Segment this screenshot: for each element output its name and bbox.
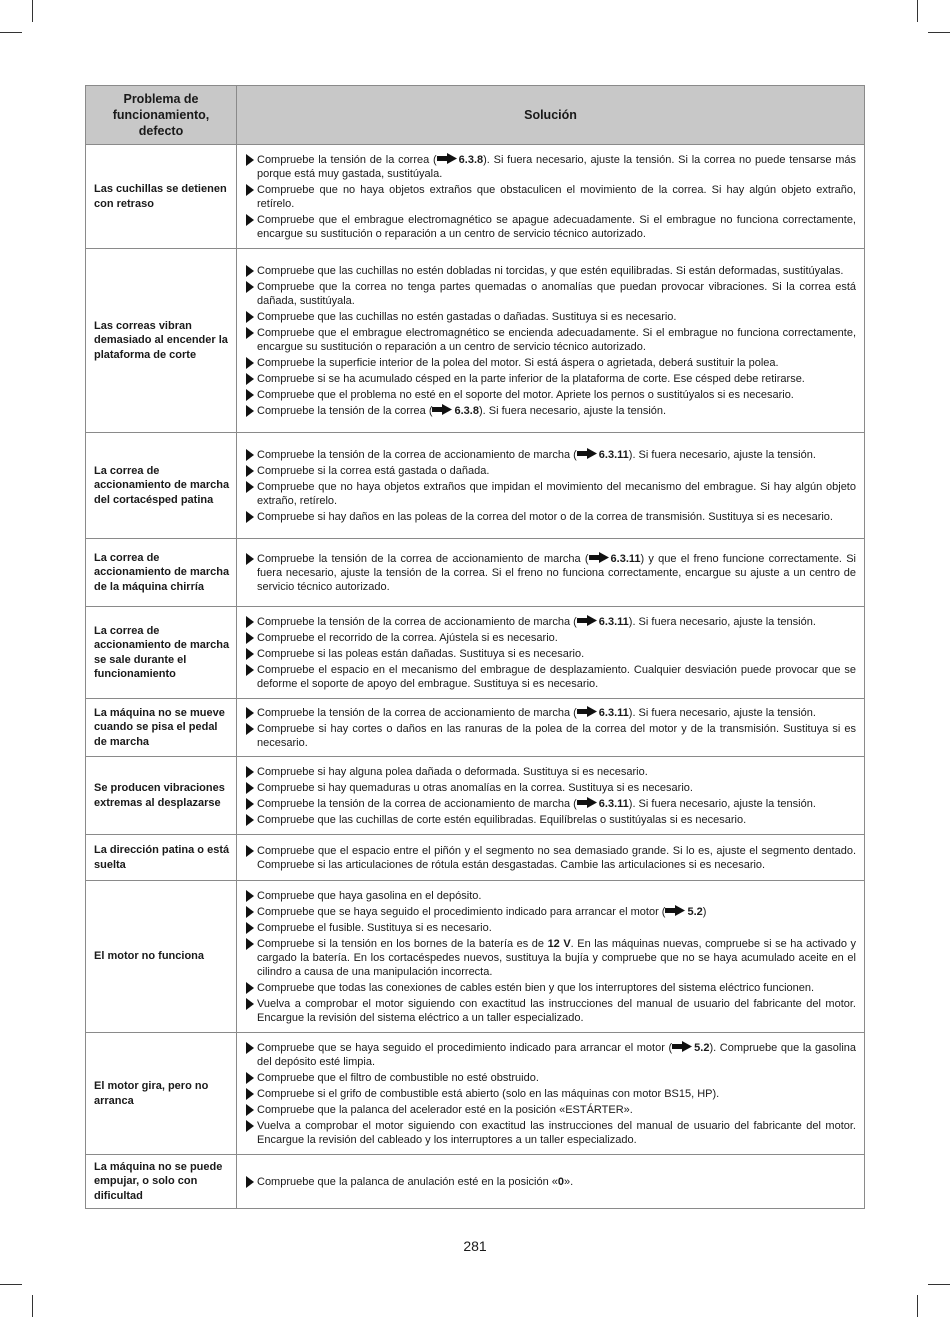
solution-item: [243, 464, 856, 478]
solution-list: [243, 153, 856, 242]
solution-list: [243, 844, 856, 872]
solution-text: Compruebe la tensión de la correa (: [257, 405, 433, 418]
bullet-triangle-icon: [246, 998, 254, 1010]
table-row: [86, 433, 865, 539]
solution-item: [243, 663, 856, 691]
solution-item: [243, 372, 856, 386]
solution-text: Compruebe si hay cortes o daños en las ranuras de la polea de la correa del motor y de la transmisión. Sustituya si es necesario.: [257, 722, 856, 749]
solution-text: Compruebe que se haya seguido el procedimiento indicado para arrancar el motor (: [257, 1041, 673, 1054]
table-header-row: [86, 86, 865, 145]
bullet-triangle-icon: [246, 845, 254, 857]
solution-list: [243, 448, 856, 524]
crop-mark: [32, 0, 33, 22]
solution-text: Compruebe la tensión de la correa (: [257, 153, 437, 166]
solution-cell: [237, 881, 865, 1033]
solution-item: [243, 1041, 856, 1069]
solution-item: [243, 921, 856, 935]
solution-item: [243, 480, 856, 508]
solution-item: [243, 404, 856, 418]
crop-mark: [917, 0, 918, 22]
solution-item: [243, 510, 856, 524]
solution-item: [243, 310, 856, 324]
section-reference-number: 6.3.11: [598, 797, 629, 810]
solution-text: Compruebe que se haya seguido el procedimiento indicado para arrancar el motor (: [257, 905, 666, 918]
solution-list: [243, 765, 856, 827]
bullet-triangle-icon: [246, 511, 254, 523]
solution-text: Compruebe el fusible. Sustituya si es necesario.: [257, 921, 492, 934]
bullet-triangle-icon: [246, 707, 254, 719]
solution-text: Compruebe que el embrague electromagnético se apague adecuadamente. Si el embrague no funciona correctamente, encargue su sustitución o reparación a un centro de servicio técnico autorizado.: [257, 214, 856, 241]
solution-item: [243, 844, 856, 872]
solution-list: [243, 552, 856, 595]
bullet-triangle-icon: [246, 311, 254, 323]
bullet-triangle-icon: [246, 616, 254, 628]
solution-text: Compruebe la tensión de la correa de accionamiento de marcha (: [257, 797, 577, 810]
reference-arrow-icon: [432, 404, 452, 415]
bullet-triangle-icon: [246, 766, 254, 778]
solution-cell: [237, 607, 865, 699]
emphasized-value: 12 V: [547, 937, 571, 950]
emphasized-value: 0: [557, 1175, 565, 1188]
table-body: [86, 145, 865, 1209]
bullet-triangle-icon: [246, 782, 254, 794]
header-problem: Problema de funcionamiento, defecto: [86, 86, 237, 145]
bullet-triangle-icon: [246, 373, 254, 385]
problem-cell: El motor gira, pero no arranca: [86, 1033, 237, 1155]
section-reference: [437, 154, 483, 166]
table-row: [86, 1033, 865, 1155]
solution-text: Compruebe que las cuchillas no estén dobladas ni torcidas, y que estén equilibradas. Si están deformadas, sustitúyalas.: [257, 264, 844, 277]
solution-text: Compruebe si hay alguna polea dañada o deformada. Sustituya si es necesario.: [257, 765, 648, 778]
solution-text-continued: ). Si fuera necesario, ajuste la tensión.: [628, 797, 816, 810]
crop-mark: [0, 32, 22, 33]
bullet-triangle-icon: [246, 449, 254, 461]
table-row: [86, 249, 865, 433]
section-reference-number: 6.3.8: [454, 405, 479, 418]
section-reference-number: 5.2: [694, 1041, 710, 1054]
bullet-triangle-icon: [246, 389, 254, 401]
solution-text: Compruebe el espacio en el mecanismo del embrague de desplazamiento. Cualquier desviación puede provocar que se deforme el soporte de apoyo del embrague. Sustituya si es necesario.: [257, 663, 856, 690]
section-reference-number: 6.3.11: [598, 448, 629, 461]
solution-item: [243, 183, 856, 211]
solution-text: Vuelva a comprobar el motor siguiendo con exactitud las instrucciones del manual de usuario del fabricante del motor. Encargue la revisión del sistema eléctrico a un taller especializado.: [257, 998, 856, 1025]
solution-item: [243, 1103, 856, 1117]
solution-item: [243, 722, 856, 750]
solution-text-continued: ). Si fuera necesario, ajuste la tensión.: [628, 615, 816, 628]
table-row: [86, 835, 865, 881]
solution-cell: [237, 145, 865, 249]
section-reference-number: 6.3.11: [598, 615, 629, 628]
solution-item: [243, 997, 856, 1025]
solution-item: [243, 706, 856, 720]
crop-mark: [917, 1295, 918, 1317]
page-number: 281: [463, 1238, 487, 1254]
solution-text: Compruebe la tensión de la correa de accionamiento de marcha (: [257, 615, 577, 628]
bullet-triangle-icon: [246, 648, 254, 660]
problem-cell: La máquina no se puede empujar, o solo con dificultad: [86, 1155, 237, 1209]
table-row: [86, 757, 865, 835]
bullet-triangle-icon: [246, 1042, 254, 1054]
section-reference-number: 6.3.8: [458, 153, 484, 166]
bullet-triangle-icon: [246, 906, 254, 918]
solution-cell: [237, 757, 865, 835]
bullet-triangle-icon: [246, 922, 254, 934]
solution-text: Compruebe que haya gasolina en el depósito.: [257, 889, 482, 902]
solution-item: [243, 326, 856, 354]
problem-cell: La correa de accionamiento de marcha se sale durante el funcionamiento: [86, 607, 237, 699]
solution-text-continued: ). Si fuera necesario, ajuste la tensión.: [628, 448, 816, 461]
reference-arrow-icon: [589, 552, 609, 563]
table-row: [86, 1155, 865, 1209]
section-reference-number: 5.2: [687, 905, 703, 918]
bullet-triangle-icon: [246, 1088, 254, 1100]
problem-cell: La correa de accionamiento de marcha del cortacésped patina: [86, 433, 237, 539]
solution-item: [243, 1087, 856, 1101]
solution-item: [243, 356, 856, 370]
crop-mark: [32, 1295, 33, 1317]
bullet-triangle-icon: [246, 327, 254, 339]
section-reference: [665, 906, 702, 918]
solution-text: Compruebe si el grifo de combustible está abierto (solo en las máquinas con motor BS15, HP).: [257, 1087, 720, 1100]
problem-cell: La correa de accionamiento de marcha de la máquina chirría: [86, 539, 237, 607]
solution-text-continued: ) y que el freno funcione correctamente. Si fuera necesario, ajuste la tensión de la correa. Si el freno no funciona correctamente, encargue su ajuste a un centro de servicio técnico autorizado.: [257, 552, 857, 594]
solution-cell: [237, 433, 865, 539]
solution-text: Compruebe que el filtro de combustible no esté obstruido.: [257, 1071, 539, 1084]
bullet-triangle-icon: [246, 1120, 254, 1132]
solution-text-continued: ».: [564, 1175, 574, 1188]
solution-text: Compruebe que las cuchillas no estén gastadas o dañadas. Sustituya si es necesario.: [257, 310, 677, 323]
bullet-triangle-icon: [246, 405, 254, 417]
solution-text: Compruebe si la correa está gastada o dañada.: [257, 464, 490, 477]
reference-arrow-icon: [437, 153, 457, 164]
problem-cell: Las correas vibran demasiado al encender la plataforma de corte: [86, 249, 237, 433]
solution-text: Compruebe si hay quemaduras u otras anomalías en la correa. Sustituya si es necesario.: [257, 781, 693, 794]
solution-text-continued: . En las máquinas nuevas, compruebe si se ha activado y cargado la batería. En los cortacéspedes nuevos, sustituya la bujía y compruebe que no se haya acumulado aceite en el cilindro a causa de una manipulación incorrecta.: [257, 937, 857, 978]
solution-text: Compruebe que el problema no esté en el soporte del motor. Apriete los pernos o sustitúyalos si es necesario.: [257, 389, 794, 402]
section-reference: [577, 616, 629, 628]
solution-item: [243, 552, 856, 595]
solution-text: Compruebe si la tensión en los bornes de la batería es de: [257, 937, 548, 950]
solution-text: Compruebe que la palanca de anulación esté en la posición «: [257, 1175, 558, 1188]
problem-cell: La máquina no se mueve cuando se pisa el pedal de marcha: [86, 699, 237, 757]
solution-item: [243, 937, 856, 980]
table-row: [86, 145, 865, 249]
bullet-triangle-icon: [246, 798, 254, 810]
solution-list: [243, 1041, 856, 1148]
solution-list: [243, 615, 856, 691]
solution-text: Compruebe que el espacio entre el piñón y el segmento no sea demasiado grande. Si lo es, ajuste el segmento dentado. Compruebe si las articulaciones de rótula están desgastadas. Cambie las articulaciones si es necesario.: [257, 844, 856, 871]
problem-cell: El motor no funciona: [86, 881, 237, 1033]
solution-text-continued: ). Si fuera necesario, ajuste la tensión.: [628, 706, 816, 719]
bullet-triangle-icon: [246, 357, 254, 369]
solution-text: Compruebe la tensión de la correa de accionamiento de marcha (: [257, 552, 589, 565]
reference-arrow-icon: [577, 615, 597, 626]
bullet-triangle-icon: [246, 938, 254, 950]
header-solution: Solución: [237, 86, 865, 145]
solution-cell: [237, 249, 865, 433]
solution-text: Compruebe la superficie interior de la polea del motor. Si está áspera o agrietada, deberá sustituir la polea.: [257, 357, 779, 370]
solution-text: Compruebe la tensión de la correa de accionamiento de marcha (: [257, 706, 577, 719]
solution-item: [243, 813, 856, 827]
solution-item: [243, 647, 856, 661]
solution-item: [243, 264, 856, 278]
bullet-triangle-icon: [246, 214, 254, 226]
bullet-triangle-icon: [246, 982, 254, 994]
solution-item: [243, 765, 856, 779]
solution-item: [243, 1119, 856, 1147]
solution-cell: [237, 1033, 865, 1155]
solution-list: [243, 889, 856, 1026]
solution-text: Compruebe que la palanca del acelerador esté en la posición «ESTÁRTER».: [257, 1103, 633, 1116]
solution-text: Compruebe que la correa no tenga partes quemadas o anomalías que puedan provocar vibraciones. Si la correa está dañada, sustitúyala.: [257, 280, 856, 307]
problem-cell: Las cuchillas se detienen con retraso: [86, 145, 237, 249]
solution-text: Compruebe que no haya objetos extraños que obstaculicen el movimiento de la correa. Si hay algún objeto extraño, retírelo.: [257, 183, 856, 210]
solution-text: Compruebe que las cuchillas de corte estén equilibradas. Equilíbrelas o sustitúyalas si es necesario.: [257, 813, 747, 826]
solution-item: [243, 213, 856, 241]
solution-text: Compruebe si hay daños en las poleas de la correa del motor o de la correa de transmisión. Sustituya si es necesario.: [257, 511, 833, 523]
solution-item: [243, 981, 856, 995]
solution-cell: [237, 699, 865, 757]
solution-item: [243, 448, 856, 462]
section-reference: [672, 1042, 709, 1054]
solution-item: [243, 889, 856, 903]
solution-item: [243, 280, 856, 308]
solution-item: [243, 1071, 856, 1085]
reference-arrow-icon: [577, 797, 597, 808]
solution-cell: [237, 1155, 865, 1209]
problem-cell: Se producen vibraciones extremas al desplazarse: [86, 757, 237, 835]
bullet-triangle-icon: [246, 553, 254, 565]
solution-text-continued: ). Si fuera necesario, ajuste la tensión. Si la correa no puede tensarse más porque está muy gastada, sustitúyala.: [257, 153, 857, 180]
troubleshooting-table: [85, 85, 865, 1209]
bullet-triangle-icon: [246, 664, 254, 676]
reference-arrow-icon: [665, 905, 685, 916]
solution-text: Vuelva a comprobar el motor siguiendo con exactitud las instrucciones del manual de usuario del fabricante del motor. Encargue la revisión del cableado y los interruptores a un taller especializado.: [257, 1119, 856, 1147]
solution-item: [243, 797, 856, 811]
section-reference: [577, 798, 629, 810]
solution-cell: [237, 539, 865, 607]
solution-text-continued: ). Si fuera necesario, ajuste la tensión.: [478, 405, 667, 418]
solution-text: Compruebe la tensión de la correa de accionamiento de marcha (: [257, 448, 577, 461]
table-row: [86, 699, 865, 757]
solution-item: [243, 153, 856, 181]
solution-list: [243, 1175, 856, 1189]
section-reference: [577, 449, 629, 461]
solution-item: [243, 388, 856, 402]
bullet-triangle-icon: [246, 890, 254, 902]
bullet-triangle-icon: [246, 281, 254, 293]
section-reference-number: 6.3.11: [598, 706, 629, 719]
solution-text: Compruebe que todas las conexiones de cables estén bien y que los interruptores del sistema eléctrico funcionen.: [257, 982, 815, 994]
reference-arrow-icon: [672, 1041, 692, 1052]
bullet-triangle-icon: [246, 632, 254, 644]
solution-text-continued: ): [702, 905, 707, 918]
reference-arrow-icon: [577, 706, 597, 717]
crop-mark: [928, 1284, 950, 1285]
reference-arrow-icon: [577, 448, 597, 459]
bullet-triangle-icon: [246, 265, 254, 277]
table-row: [86, 607, 865, 699]
bullet-triangle-icon: [246, 465, 254, 477]
solution-item: [243, 631, 856, 645]
crop-mark: [0, 1284, 22, 1285]
section-reference: [589, 553, 641, 565]
bullet-triangle-icon: [246, 1072, 254, 1084]
solution-text-continued: ). Compruebe que la gasolina del depósito esté limpia.: [257, 1041, 856, 1068]
table-row: [86, 881, 865, 1033]
crop-mark: [928, 32, 950, 33]
bullet-triangle-icon: [246, 814, 254, 826]
solution-text: Compruebe que el embrague electromagnético se encienda adecuadamente. Si el embrague no funciona correctamente, encargue su sustitución o reparación a un centro de servicio técnico autorizado.: [257, 326, 856, 354]
solution-text: Compruebe el recorrido de la correa. Ajústela si es necesario.: [257, 631, 558, 644]
bullet-triangle-icon: [246, 481, 254, 493]
bullet-triangle-icon: [246, 723, 254, 735]
solution-list: [243, 706, 856, 750]
solution-cell: [237, 835, 865, 881]
table-row: [86, 539, 865, 607]
solution-item: [243, 781, 856, 795]
bullet-triangle-icon: [246, 1176, 254, 1188]
solution-item: [243, 905, 856, 919]
section-reference-number: 6.3.11: [610, 552, 641, 565]
solution-text: Compruebe que no haya objetos extraños que impidan el movimiento del mecanismo del embrague. Si hay algún objeto extraño, retírelo.: [257, 480, 856, 507]
solution-text: Compruebe si se ha acumulado césped en la parte inferior de la plataforma de corte. Ese césped debe retirarse.: [257, 373, 805, 386]
solution-list: [243, 264, 856, 419]
bullet-triangle-icon: [246, 154, 254, 166]
solution-item: [243, 1175, 856, 1189]
problem-cell: La dirección patina o está suelta: [86, 835, 237, 881]
solution-item: [243, 615, 856, 629]
section-reference: [432, 405, 478, 417]
bullet-triangle-icon: [246, 1104, 254, 1116]
bullet-triangle-icon: [246, 184, 254, 196]
solution-text: Compruebe si las poleas están dañadas. Sustituya si es necesario.: [257, 647, 585, 660]
section-reference: [577, 707, 629, 719]
